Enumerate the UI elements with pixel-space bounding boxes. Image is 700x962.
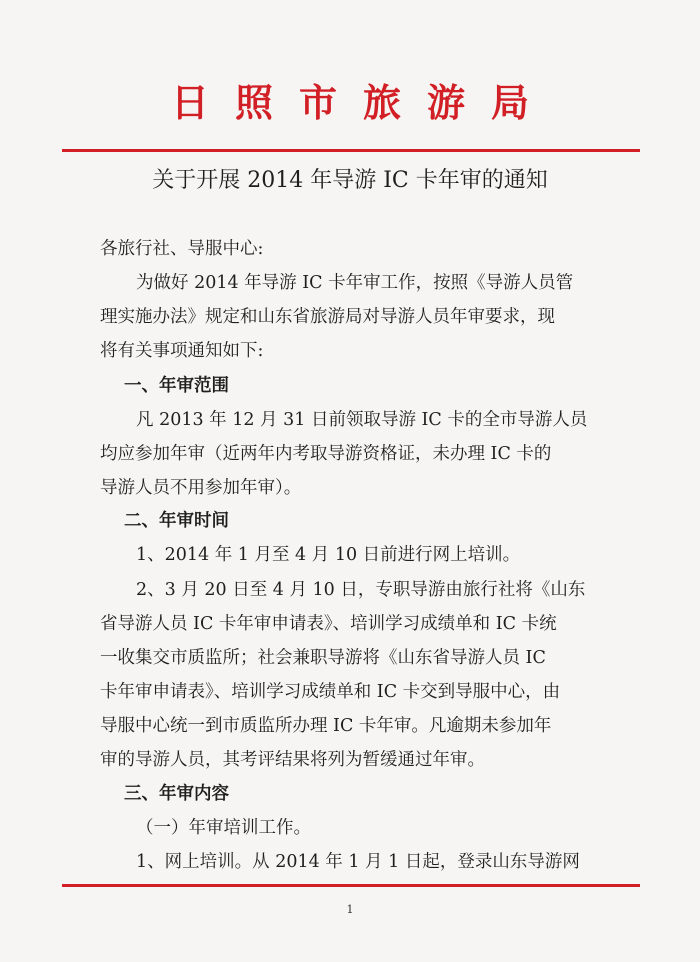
salutation: 各旅行社、导服中心:: [100, 239, 264, 259]
document-title: 关于开展 2014 年导游 IC 卡年审的通知: [152, 168, 548, 193]
body-line: 1、网上培训。从 2014 年 1 月 1 日起，登录山东导游网: [136, 852, 580, 872]
body-line: 1、2014 年 1 月至 4 月 10 日前进行网上培训。: [136, 545, 521, 565]
body-line: 卡年审申请表》、培训学习成绩单和 IC 卡交到导服中心，由: [100, 682, 561, 702]
body-line: 导服中心统一到市质监所办理 IC 卡年审。凡逾期未参加年: [100, 716, 552, 736]
body-line: 理实施办法》规定和山东省旅游局对导游人员年审要求，现: [100, 307, 555, 327]
body-line: 导游人员不用参加年审）。: [100, 478, 302, 498]
footer-red-rule: [62, 884, 640, 887]
body-line: 凡 2013 年 12 月 31 日前领取导游 IC 卡的全市导游人员: [136, 410, 588, 430]
body-line: 为做好 2014 年导游 IC 卡年审工作，按照《导游人员管: [136, 273, 574, 293]
body-line: 省导游人员 IC 卡年审申请表》、培训学习成绩单和 IC 卡统: [100, 614, 557, 634]
body-line: 均应参加年审（近两年内考取导游资格证，未办理 IC 卡的: [100, 444, 552, 464]
section-heading-scope: 一、年审范围: [124, 376, 229, 396]
agency-letterhead: 日照市旅游局: [170, 81, 555, 125]
body-line: 2、3 月 20 日至 4 月 10 日，专职导游由旅行社将《山东: [136, 580, 586, 600]
section-heading-content: 三、年审内容: [124, 784, 229, 804]
body-line: 审的导游人员，其考评结果将列为暂缓通过年审。: [100, 750, 485, 770]
subsection-heading: （一）年审培训工作。: [136, 818, 311, 838]
body-line: 将有关事项通知如下:: [100, 341, 264, 361]
page-number: 1: [346, 903, 354, 916]
section-heading-time: 二、年审时间: [124, 511, 229, 531]
letterhead-red-rule: [62, 149, 640, 152]
body-line: 一收集交市质监所；社会兼职导游将《山东省导游人员 IC: [100, 648, 546, 668]
